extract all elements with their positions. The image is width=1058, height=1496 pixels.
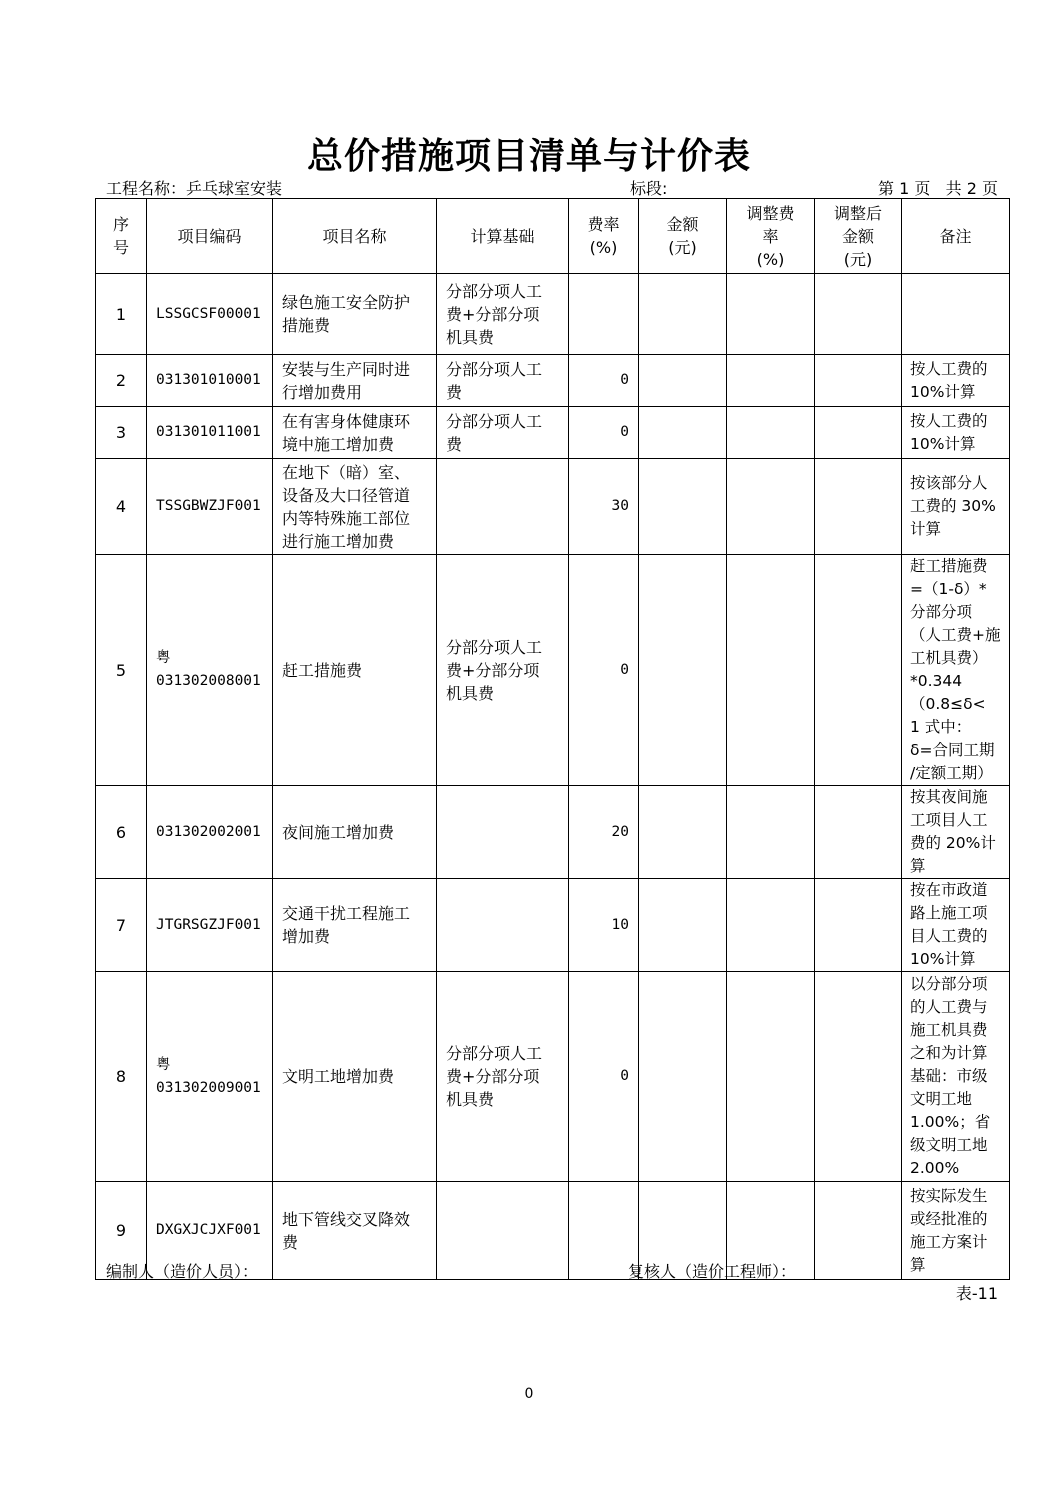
cell-code: 粤 031302009001 xyxy=(147,972,273,1182)
cell-amount xyxy=(639,355,727,407)
section-label: 标段: xyxy=(630,179,668,198)
page-number: 0 xyxy=(524,1386,534,1402)
table-header-row xyxy=(96,199,1010,274)
cell-amount xyxy=(639,786,727,879)
cell-note: 按其夜间施 工项目人工 费的 20%计 算 xyxy=(902,786,1010,879)
cell-rate: 0 xyxy=(569,355,639,407)
cell-adj-rate xyxy=(727,355,815,407)
cell-base xyxy=(437,459,569,555)
cell-code: LSSGCSF00001 xyxy=(147,274,273,355)
cell-rate: 20 xyxy=(569,786,639,879)
cell-name: 地下管线交叉降效 费 xyxy=(273,1182,437,1280)
cell-name: 绿色施工安全防护 措施费 xyxy=(273,274,437,355)
page-info: 第 1 页 共 2 页 xyxy=(878,179,998,198)
cell-amount xyxy=(639,879,727,972)
cell-adj-rate xyxy=(727,459,815,555)
cell-adj-amount xyxy=(815,972,902,1182)
cell-no: 1 xyxy=(96,274,147,355)
table-row xyxy=(96,879,1010,972)
cell-rate: 10 xyxy=(569,879,639,972)
cell-base: 分部分项人工 费+分部分项 机具费 xyxy=(437,972,569,1182)
col-header-base: 计算基础 xyxy=(437,199,569,274)
cell-code: 031301010001 xyxy=(147,355,273,407)
col-header-note: 备注 xyxy=(902,199,1010,274)
cell-note: 按在市政道 路上施工项 目人工费的 10%计算 xyxy=(902,879,1010,972)
cell-amount xyxy=(639,459,727,555)
cell-code: 031301011001 xyxy=(147,407,273,459)
project-name-label: 工程名称：乒乓球室安装 xyxy=(106,179,283,198)
table-number: 表-11 xyxy=(955,1284,998,1303)
cell-no: 9 xyxy=(96,1182,147,1280)
cell-name: 夜间施工增加费 xyxy=(273,786,437,879)
cell-note: 按人工费的 10%计算 xyxy=(902,355,1010,407)
cell-name: 文明工地增加费 xyxy=(273,972,437,1182)
cell-base: 分部分项人工 费+分部分项 机具费 xyxy=(437,274,569,355)
cell-no: 4 xyxy=(96,459,147,555)
cell-note: 按实际发生 或经批准的 施工方案计 算 xyxy=(902,1182,1010,1280)
cell-note: 按人工费的 10%计算 xyxy=(902,407,1010,459)
measures-table xyxy=(95,198,1010,1280)
col-header-code: 项目编码 xyxy=(147,199,273,274)
cell-amount xyxy=(639,274,727,355)
table-row xyxy=(96,555,1010,786)
table-row xyxy=(96,786,1010,879)
cell-amount xyxy=(639,555,727,786)
col-header-amount: 金额 (元) xyxy=(639,199,727,274)
cell-rate xyxy=(569,274,639,355)
cell-adj-rate xyxy=(727,786,815,879)
cell-note: 赶工措施费 =（1-δ）* 分部分项 （人工费+施 工机具费） *0.344 （0.8≤δ< 1 式中： δ=合同工期 /定额工期） xyxy=(902,555,1010,786)
cell-no: 3 xyxy=(96,407,147,459)
cell-note: 按该部分人 工费的 30% 计算 xyxy=(902,459,1010,555)
cell-code: JTGRSGZJF001 xyxy=(147,879,273,972)
cell-name: 赶工措施费 xyxy=(273,555,437,786)
cell-base: 分部分项人工 费 xyxy=(437,407,569,459)
cell-adj-amount xyxy=(815,355,902,407)
reviewer-label: 复核人（造价工程师）： xyxy=(628,1262,797,1281)
cell-adj-amount xyxy=(815,459,902,555)
cell-adj-rate xyxy=(727,407,815,459)
table-row xyxy=(96,407,1010,459)
cell-code: DXGXJCJXF001 xyxy=(147,1182,273,1280)
cell-code: 粤 031302008001 xyxy=(147,555,273,786)
cell-name: 安装与生产同时进 行增加费用 xyxy=(273,355,437,407)
cell-adj-amount xyxy=(815,407,902,459)
col-header-adj-amount: 调整后 金额 (元) xyxy=(815,199,902,274)
col-header-name: 项目名称 xyxy=(273,199,437,274)
cell-name: 在有害身体健康环 境中施工增加费 xyxy=(273,407,437,459)
cell-amount xyxy=(639,407,727,459)
table-row xyxy=(96,274,1010,355)
cell-adj-rate xyxy=(727,555,815,786)
cell-adj-amount xyxy=(815,1182,902,1280)
table-row xyxy=(96,459,1010,555)
cell-adj-amount xyxy=(815,786,902,879)
cell-no: 8 xyxy=(96,972,147,1182)
cell-adj-rate xyxy=(727,274,815,355)
cell-base xyxy=(437,1182,569,1280)
col-header-no: 序 号 xyxy=(96,199,147,274)
cell-rate: 0 xyxy=(569,555,639,786)
table-row xyxy=(96,355,1010,407)
cell-adj-rate xyxy=(727,879,815,972)
cell-rate: 0 xyxy=(569,972,639,1182)
cell-rate: 30 xyxy=(569,459,639,555)
cell-adj-amount xyxy=(815,555,902,786)
cell-base xyxy=(437,879,569,972)
cell-amount xyxy=(639,972,727,1182)
cell-adj-rate xyxy=(727,972,815,1182)
cell-no: 2 xyxy=(96,355,147,407)
cell-name: 在地下（暗）室、 设备及大口径管道 内等特殊施工部位 进行施工增加费 xyxy=(273,459,437,555)
cell-note: 以分部分项 的人工费与 施工机具费 之和为计算 基础：市级 文明工地 1.00%；省 级文明工地 2.00% xyxy=(902,972,1010,1182)
cell-adj-amount xyxy=(815,879,902,972)
cell-no: 5 xyxy=(96,555,147,786)
cell-adj-amount xyxy=(815,274,902,355)
col-header-adj-rate: 调整费 率 (%) xyxy=(727,199,815,274)
cell-no: 6 xyxy=(96,786,147,879)
cell-no: 7 xyxy=(96,879,147,972)
cell-rate: 0 xyxy=(569,407,639,459)
cell-code: TSSGBWZJF001 xyxy=(147,459,273,555)
cell-name: 交通干扰工程施工 增加费 xyxy=(273,879,437,972)
col-header-rate: 费率 (%) xyxy=(569,199,639,274)
compiler-label: 编制人（造价人员）： xyxy=(106,1262,259,1281)
cell-code: 031302002001 xyxy=(147,786,273,879)
table-row xyxy=(96,972,1010,1182)
cell-note xyxy=(902,274,1010,355)
cell-base: 分部分项人工 费+分部分项 机具费 xyxy=(437,555,569,786)
page-title: 总价措施项目清单与计价表 xyxy=(306,136,751,177)
cell-base xyxy=(437,786,569,879)
cell-base: 分部分项人工 费 xyxy=(437,355,569,407)
